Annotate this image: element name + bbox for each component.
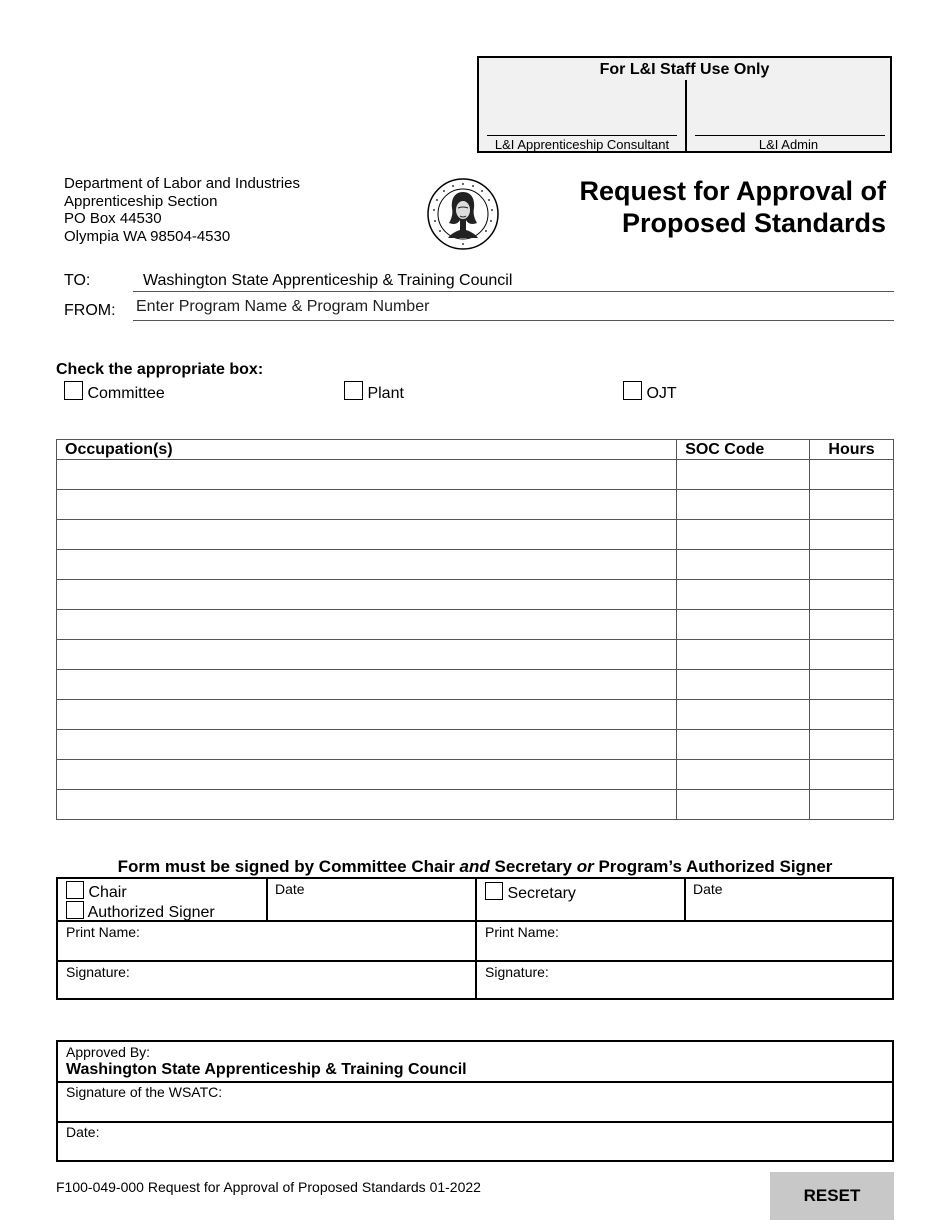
occupation-cell[interactable] — [57, 790, 677, 820]
soc-code-cell[interactable] — [677, 640, 810, 670]
table-row — [57, 460, 894, 490]
signing-heading-pre: Form must be signed by Committee Chair — [117, 857, 460, 876]
plant-option[interactable] — [344, 381, 404, 403]
plant-label: Plant — [367, 385, 404, 402]
approval-date-field[interactable]: Date: — [66, 1124, 100, 1140]
page-title — [579, 175, 886, 239]
secretary-checkbox[interactable] — [485, 882, 503, 900]
secretary-date-field[interactable]: Date — [693, 881, 723, 897]
staff-use-title: For L&I Staff Use Only — [599, 61, 770, 78]
occupation-cell[interactable] — [57, 730, 677, 760]
approved-by-label: Approved By: — [66, 1044, 151, 1060]
soc-code-cell[interactable] — [677, 790, 810, 820]
chair-date-field[interactable]: Date — [275, 881, 305, 897]
ojt-checkbox[interactable] — [623, 381, 642, 400]
hours-cell[interactable] — [810, 490, 894, 520]
address-line-4: Olympia WA 98504-4530 — [64, 227, 231, 245]
address-line-3: PO Box 44530 — [64, 210, 162, 227]
to-label: TO: — [64, 272, 91, 289]
from-input[interactable]: Enter Program Name & Program Number — [136, 298, 430, 315]
hours-cell[interactable] — [810, 640, 894, 670]
signing-heading — [56, 857, 894, 877]
table-row — [57, 700, 894, 730]
check-heading: Check the appropriate box: — [56, 361, 264, 378]
occupation-cell[interactable] — [57, 460, 677, 490]
hours-cell[interactable] — [810, 460, 894, 490]
to-value: Washington State Apprenticeship & Training Council — [143, 272, 513, 289]
chair-date-divider — [266, 879, 268, 920]
soc-code-header: SOC Code — [677, 440, 810, 460]
occupation-cell[interactable] — [57, 580, 677, 610]
chair-option[interactable] — [66, 881, 127, 902]
title-line-2: Proposed Standards — [621, 208, 886, 238]
soc-code-cell[interactable] — [677, 760, 810, 790]
approval-divider-1 — [58, 1081, 892, 1083]
title-line-1: Request for Approval of — [579, 176, 886, 206]
table-row — [57, 640, 894, 670]
ojt-label: OJT — [646, 385, 677, 402]
secretary-date-divider — [684, 879, 686, 920]
soc-code-cell[interactable] — [677, 520, 810, 550]
hours-cell[interactable] — [810, 610, 894, 640]
signing-heading-and: and — [459, 857, 490, 876]
secretary-print-name-field[interactable]: Print Name: — [485, 924, 559, 940]
approval-box — [56, 1040, 894, 1162]
address-line-1: Department of Labor and Industries — [64, 175, 300, 192]
occupation-cell[interactable] — [57, 640, 677, 670]
hours-cell[interactable] — [810, 550, 894, 580]
secretary-signature-field[interactable]: Signature: — [485, 964, 549, 980]
wsatc-signature-field[interactable]: Signature of the WSATC: — [66, 1084, 223, 1100]
address-line-2: Apprenticeship Section — [64, 192, 218, 210]
table-row — [57, 610, 894, 640]
occupation-header: Occupation(s) — [57, 440, 677, 460]
soc-code-cell[interactable] — [677, 460, 810, 490]
occupation-cell[interactable] — [57, 520, 677, 550]
secretary-option[interactable] — [485, 882, 576, 903]
committee-label: Committee — [87, 385, 165, 402]
occupation-cell[interactable] — [57, 760, 677, 790]
chair-print-name-field[interactable]: Print Name: — [66, 924, 140, 940]
staff-use-box — [477, 56, 892, 153]
soc-code-cell[interactable] — [677, 730, 810, 760]
form-footer: F100-049-000 Request for Approval of Proposed Standards 01-2022 — [56, 1179, 481, 1195]
hours-cell[interactable] — [810, 760, 894, 790]
admin-signature-line[interactable] — [695, 135, 885, 136]
signing-heading-post: Program’s Authorized Signer — [593, 857, 833, 876]
chair-checkbox[interactable] — [66, 881, 84, 899]
authorized-signer-checkbox[interactable] — [66, 901, 84, 919]
from-underline — [133, 320, 894, 321]
secretary-label: Secretary — [507, 885, 576, 902]
soc-code-cell[interactable] — [677, 550, 810, 580]
from-label: FROM: — [64, 302, 116, 319]
table-row — [57, 760, 894, 790]
hours-cell[interactable] — [810, 580, 894, 610]
row-divider-2 — [58, 960, 892, 962]
soc-code-cell[interactable] — [677, 700, 810, 730]
table-row — [57, 670, 894, 700]
occupation-cell[interactable] — [57, 670, 677, 700]
table-row — [57, 730, 894, 760]
chair-signature-field[interactable]: Signature: — [66, 964, 130, 980]
hours-cell[interactable] — [810, 520, 894, 550]
center-divider — [475, 879, 477, 1000]
signature-box — [56, 877, 894, 1000]
signing-heading-or: or — [576, 857, 594, 876]
consultant-signature-line[interactable] — [487, 135, 677, 136]
hours-cell[interactable] — [810, 670, 894, 700]
table-row — [57, 520, 894, 550]
table-row — [57, 790, 894, 820]
to-underline — [133, 291, 894, 292]
signing-heading-mid: Secretary — [489, 857, 577, 876]
table-row — [57, 580, 894, 610]
reset-button[interactable]: RESET — [770, 1172, 894, 1220]
chair-label: Chair — [88, 884, 127, 901]
soc-code-cell[interactable] — [677, 610, 810, 640]
hours-cell[interactable] — [810, 790, 894, 820]
hours-cell[interactable] — [810, 700, 894, 730]
soc-code-cell[interactable] — [677, 580, 810, 610]
consultant-label: L&I Apprenticeship Consultant — [494, 137, 670, 152]
committee-option[interactable] — [64, 381, 165, 403]
occupation-cell[interactable] — [57, 550, 677, 580]
authorized-signer-label: Authorized Signer — [87, 904, 215, 921]
occupation-cell[interactable] — [57, 700, 677, 730]
admin-label: L&I Admin — [758, 137, 819, 152]
occupation-cell[interactable] — [57, 490, 677, 520]
hours-cell[interactable] — [810, 730, 894, 760]
authorized-signer-option[interactable] — [66, 901, 215, 922]
table-row — [57, 490, 894, 520]
soc-code-cell[interactable] — [677, 490, 810, 520]
occupation-table-header — [57, 440, 894, 460]
occupation-table — [56, 439, 894, 820]
ojt-option[interactable] — [623, 381, 677, 403]
approval-divider-2 — [58, 1121, 892, 1123]
table-row — [57, 550, 894, 580]
occupation-cell[interactable] — [57, 610, 677, 640]
department-address — [64, 175, 300, 245]
soc-code-cell[interactable] — [677, 670, 810, 700]
committee-checkbox[interactable] — [64, 381, 83, 400]
plant-checkbox[interactable] — [344, 381, 363, 400]
hours-header: Hours — [810, 440, 894, 460]
state-seal-icon — [427, 178, 499, 250]
council-name: Washington State Apprenticeship & Training Council — [66, 1061, 467, 1078]
